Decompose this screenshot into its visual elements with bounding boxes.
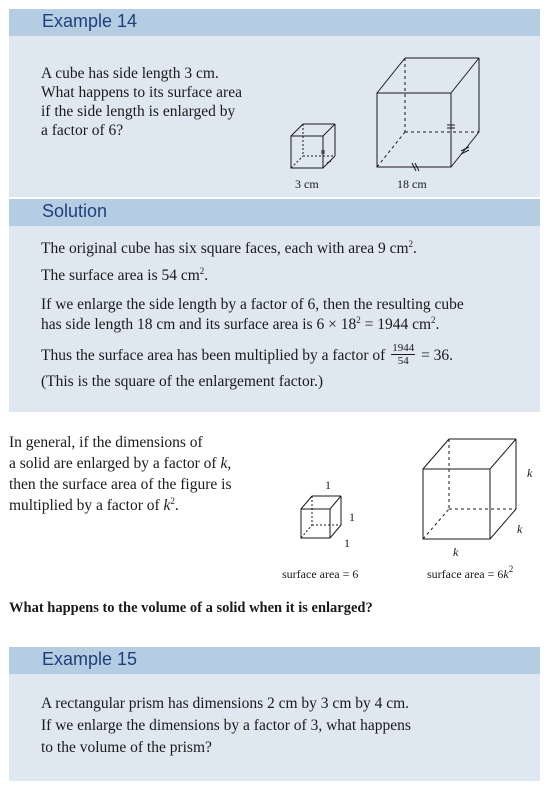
- large-cube-label: 18 cm: [397, 177, 427, 191]
- example-14-question-line-3: if the side length is enlarged by: [41, 103, 236, 120]
- example-14-header: [9, 9, 540, 36]
- example-14-question-line-2: What happens to its surface area: [41, 84, 242, 101]
- k-cube-right-label: k: [527, 466, 533, 480]
- solution-header: [9, 199, 540, 226]
- general-line-4: multiplied by a factor of $k^2$.: [9, 496, 179, 514]
- k-cube-bottom-label: k: [453, 545, 459, 559]
- k-cube-figure: [420, 436, 523, 542]
- example-15-header: [9, 647, 540, 674]
- large-cube-figure: [374, 55, 484, 171]
- unit-cube-figure: [298, 493, 344, 541]
- unit-cube-right-label: 1: [349, 510, 355, 524]
- example-14-question-line-4: a factor of 6?: [41, 122, 124, 139]
- small-cube-drawing: [288, 121, 338, 171]
- solution-line-6: (This is the square of the enlargement factor.): [41, 373, 324, 390]
- unit-cube-drawing: [298, 493, 344, 541]
- fraction-1944-over-54: $\frac{1944}{54}$: [392, 342, 415, 367]
- unit-cube-top-label: 1: [325, 478, 331, 492]
- example-14-question-line-1: A cube has side length 3 cm.: [41, 65, 219, 82]
- small-cube-figure: [288, 121, 338, 171]
- volume-question: What happens to the volume of a solid when it is enlarged?: [9, 600, 373, 616]
- k-cube-caption: surface area = $6k^2$: [427, 564, 514, 581]
- solution-line-5: Thus the surface area has been multiplied by a factor of $\frac{1944}{54}$ = 36.: [41, 342, 454, 367]
- example-15-title: Example 15: [42, 649, 138, 669]
- solution-title: Solution: [42, 201, 108, 221]
- solution-line-4: has side length 18 cm and its surface area is $6 \times 18^2 = 1944$ $cm^2$.: [41, 315, 440, 333]
- solution-line-2: The surface area is 54 $cm^2$.: [41, 266, 209, 284]
- example-15-line-2: If we enlarge the dimensions by a factor of 3, what happens: [41, 717, 411, 734]
- example-14-title: Example 14: [42, 11, 138, 31]
- general-line-2: a solid are enlarged by a factor of k,: [9, 455, 232, 472]
- large-cube-drawing: [374, 55, 484, 171]
- general-line-1: In general, if the dimensions of: [9, 434, 203, 451]
- k-cube-diag-label: k: [517, 522, 523, 536]
- solution-box: [9, 199, 540, 412]
- example-15-line-3: to the volume of the prism?: [41, 739, 212, 756]
- unit-cube-diag-label: 1: [344, 536, 350, 550]
- solution-line-3: If we enlarge the side length by a factor of 6, then the resulting cube: [41, 296, 464, 313]
- k-cube-drawing: [420, 436, 523, 542]
- unit-cube-caption: surface area = 6: [282, 567, 359, 581]
- example-15-line-1: A rectangular prism has dimensions 2 cm by 3 cm by 4 cm.: [41, 695, 410, 712]
- solution-line-1: The original cube has six square faces, each with area 9 $cm^2$.: [41, 239, 417, 257]
- general-line-3: then the surface area of the figure is: [9, 476, 232, 493]
- example-15-box: [9, 647, 540, 781]
- small-cube-label: 3 cm: [295, 177, 319, 191]
- example-14-box: [9, 9, 540, 197]
